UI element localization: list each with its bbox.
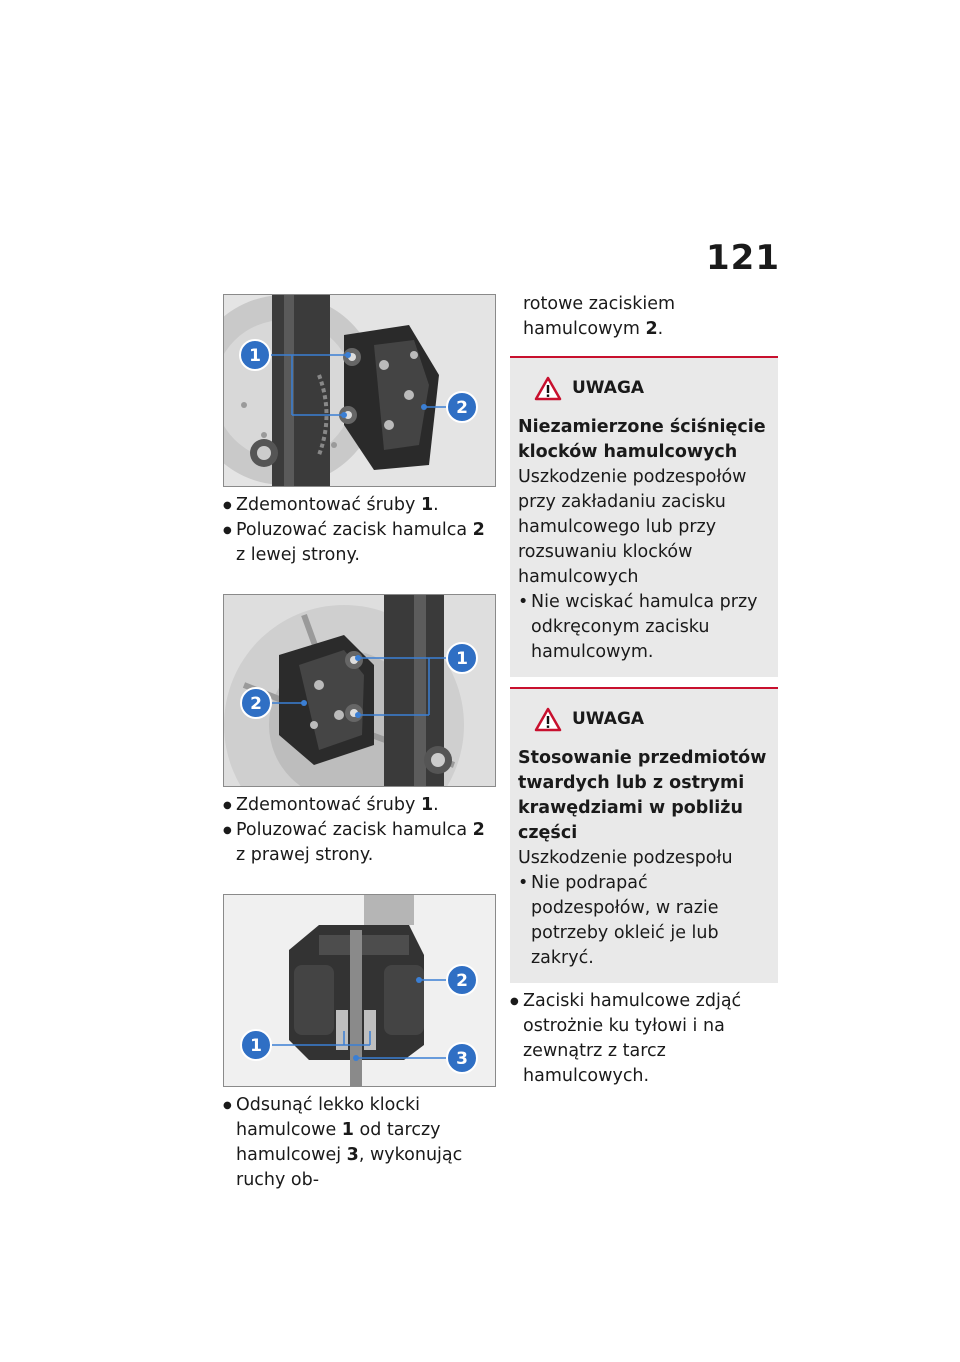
figure3-label-3: 3	[456, 1049, 468, 1069]
warning-actions	[518, 871, 770, 971]
warning-body: Uszkodzenie podzespołu	[518, 848, 733, 868]
list-item: ● Poluzować zacisk hamulca 2 z prawej strony.	[223, 818, 496, 868]
figure-left-caliper	[223, 294, 496, 487]
list-item: ● Poluzować zacisk hamulca 2 z lewej strony.	[223, 518, 496, 568]
steps-list-4	[510, 989, 778, 1089]
warning-box-2	[510, 687, 778, 983]
figure-brake-pads	[223, 894, 496, 1087]
figure1-label-1: 1	[249, 346, 261, 366]
warning-title: UWAGA	[572, 709, 645, 729]
figure2-label-1: 1	[456, 649, 468, 669]
list-item: ● Zaciski hamulcowe zdjąć ostrożnie ku tyłowi i na zewnątrz z tarcz hamulcowych.	[510, 989, 778, 1089]
warning-box-1	[510, 356, 778, 677]
warning-actions	[518, 590, 770, 665]
list-item: ● Zdemontować śruby 1.	[223, 793, 496, 818]
figure-right-caliper	[223, 594, 496, 787]
warning-triangle-icon	[534, 707, 562, 732]
list-item: • Nie podrapać podzespołów, w razie potrzeby okleić je lub zakryć.	[518, 871, 770, 971]
warning-subtitle: Niezamierzone ściśnięcie klocków hamulcowych	[518, 417, 766, 462]
list-item: ● Odsunąć lekko klocki hamulcowe 1 od tarczy hamulcowej 3, wykonując ruchy ob-	[223, 1093, 496, 1193]
steps-list-1	[223, 493, 496, 568]
warning-header	[518, 707, 770, 732]
steps-list-2	[223, 793, 496, 868]
figure3-label-1: 1	[250, 1036, 262, 1056]
warning-header	[518, 376, 770, 401]
steps-list-3	[223, 1093, 496, 1193]
warning-triangle-icon	[534, 376, 562, 401]
warning-body: Uszkodzenie podzespołów przy zakładaniu zacisku hamulcowego lub przy rozsuwaniu klocków hamulcowych	[518, 467, 747, 587]
continued-step: rotowe zaciskiem hamulcowym 2.	[523, 294, 676, 339]
figure1-label-2: 2	[456, 398, 468, 418]
figure2-label-2: 2	[250, 694, 262, 714]
figure3-label-2: 2	[456, 971, 468, 991]
warning-subtitle: Stosowanie przedmiotów twardych lub z ostrymi krawędziami w pobliżu części	[518, 748, 767, 843]
list-item: ● Zdemontować śruby 1.	[223, 493, 496, 518]
page-number: 121	[706, 238, 780, 278]
list-item: • Nie wciskać hamulca przy odkręconym zacisku hamulcowym.	[518, 590, 770, 665]
warning-title: UWAGA	[572, 378, 645, 398]
right-column	[510, 292, 778, 1089]
left-column	[223, 294, 496, 1193]
